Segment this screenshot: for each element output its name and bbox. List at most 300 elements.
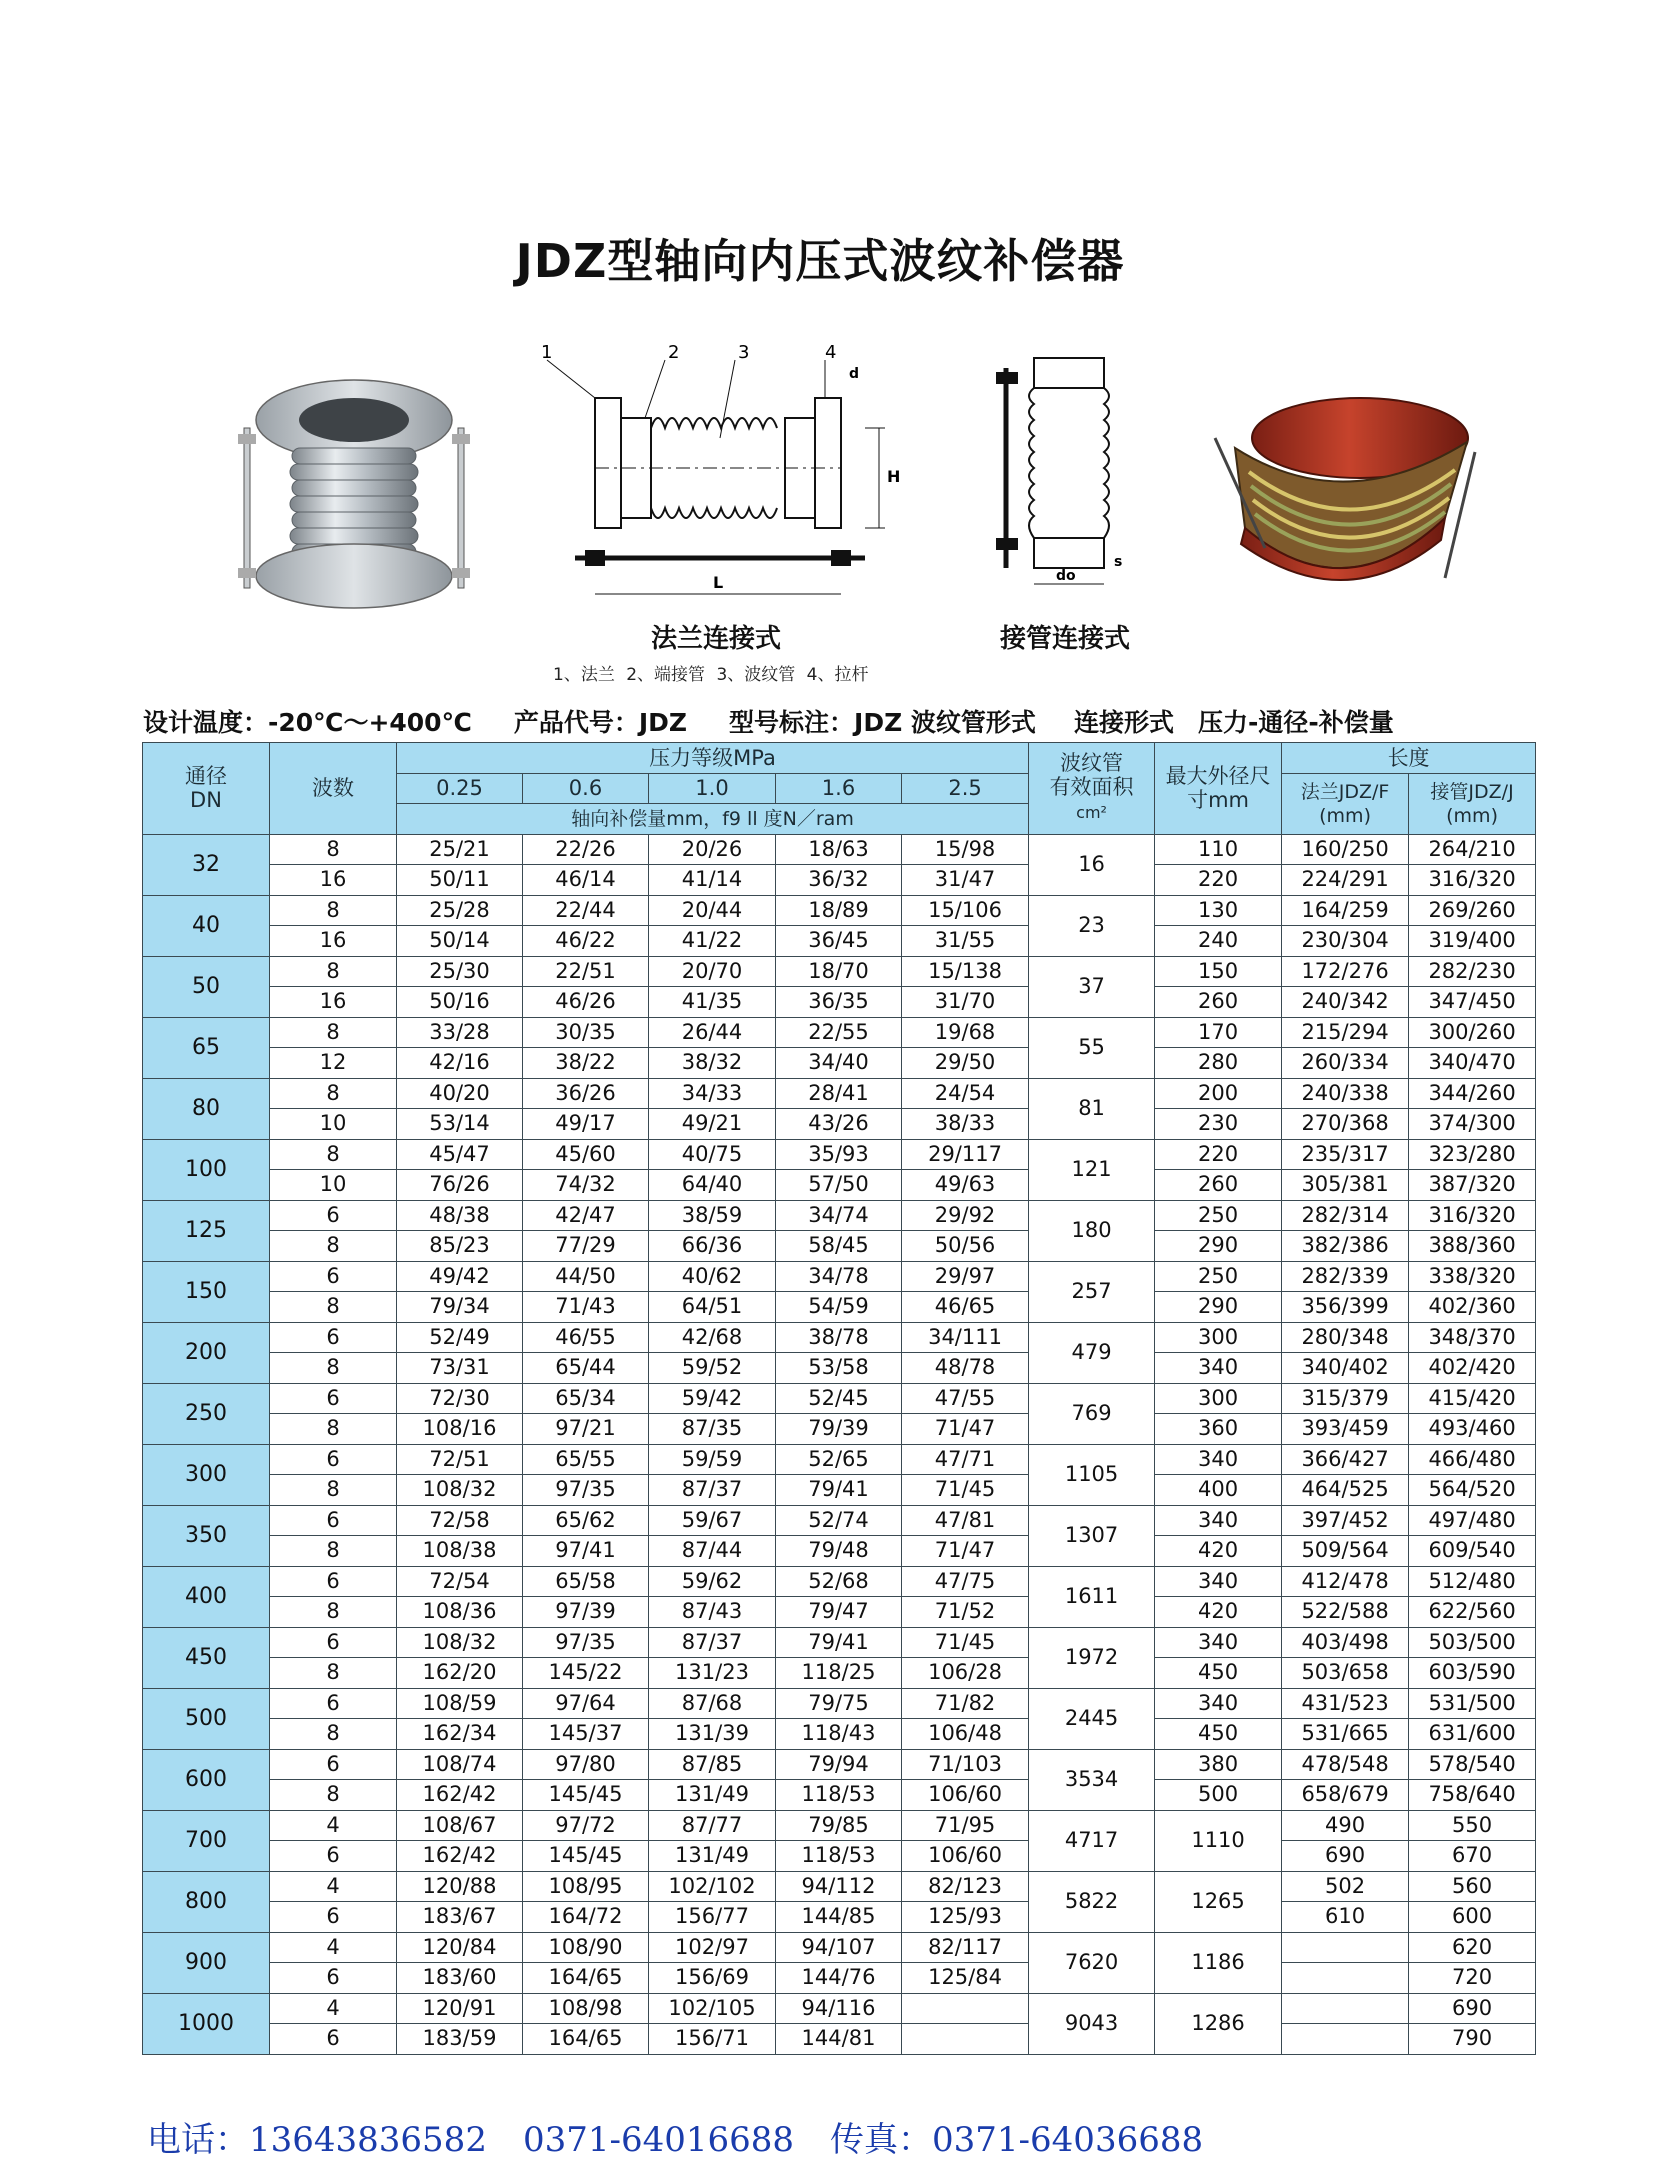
compensation-cell: 43/26 bbox=[776, 1109, 902, 1140]
compensation-cell: 108/38 bbox=[397, 1536, 523, 1567]
flange-length-cell: 403/498 bbox=[1282, 1627, 1409, 1658]
max-od-cell: 220 bbox=[1155, 865, 1282, 896]
page-title: JDZ型轴向内压式波纹补偿器 bbox=[515, 234, 1125, 288]
compensation-cell: 71/43 bbox=[523, 1292, 649, 1323]
part-number-3: 3 bbox=[738, 342, 750, 363]
compensation-cell: 26/44 bbox=[649, 1017, 776, 1048]
dn-cell: 150 bbox=[143, 1261, 270, 1322]
compensation-cell: 44/50 bbox=[523, 1261, 649, 1292]
pipe-length-cell: 348/370 bbox=[1409, 1322, 1536, 1353]
compensation-cell: 79/85 bbox=[776, 1810, 902, 1841]
flange-length-cell: 522/588 bbox=[1282, 1597, 1409, 1628]
wave-count-cell: 10 bbox=[270, 1109, 397, 1140]
pipe-length-cell: 387/320 bbox=[1409, 1170, 1536, 1201]
compensation-cell: 106/60 bbox=[902, 1780, 1029, 1811]
compensation-cell: 20/44 bbox=[649, 895, 776, 926]
header-pressure-class: 压力等级MPa bbox=[397, 743, 1029, 774]
effective-area-cell: 9043 bbox=[1029, 1993, 1155, 2054]
compensation-cell: 108/90 bbox=[523, 1932, 649, 1963]
compensation-cell: 79/41 bbox=[776, 1475, 902, 1506]
flange-length-cell: 531/665 bbox=[1282, 1719, 1409, 1750]
effective-area-cell: 479 bbox=[1029, 1322, 1155, 1383]
pipe-length-cell: 578/540 bbox=[1409, 1749, 1536, 1780]
compensation-cell: 97/39 bbox=[523, 1597, 649, 1628]
table-row bbox=[143, 1444, 1536, 1475]
compensation-cell: 47/71 bbox=[902, 1444, 1029, 1475]
header-pipe-length: 接管JDZ/J (mm) bbox=[1409, 773, 1536, 834]
dn-cell: 700 bbox=[143, 1810, 270, 1871]
max-od-cell: 300 bbox=[1155, 1383, 1282, 1414]
compensation-cell: 47/75 bbox=[902, 1566, 1029, 1597]
compensation-cell: 65/34 bbox=[523, 1383, 649, 1414]
flange-length-cell bbox=[1282, 2024, 1409, 2055]
flange-length-cell: 164/259 bbox=[1282, 895, 1409, 926]
spec-line bbox=[143, 703, 1436, 739]
flange-length-cell: 464/525 bbox=[1282, 1475, 1409, 1506]
compensation-cell: 45/47 bbox=[397, 1139, 523, 1170]
effective-area-cell: 1611 bbox=[1029, 1566, 1155, 1627]
pipe-connection-drawing bbox=[986, 348, 1146, 598]
header-pressure-0-6: 0.6 bbox=[523, 773, 649, 804]
effective-area-cell: 16 bbox=[1029, 834, 1155, 895]
pipe-length-cell: 338/320 bbox=[1409, 1261, 1536, 1292]
max-od-cell: 260 bbox=[1155, 987, 1282, 1018]
pipe-length-cell: 631/600 bbox=[1409, 1719, 1536, 1750]
pipe-length-cell: 415/420 bbox=[1409, 1383, 1536, 1414]
header-max-od: 最大外径尺 寸mm bbox=[1155, 743, 1282, 835]
compensation-cell: 87/37 bbox=[649, 1627, 776, 1658]
dimension-do: do bbox=[1056, 568, 1076, 584]
dn-cell: 32 bbox=[143, 834, 270, 895]
compensation-cell: 72/58 bbox=[397, 1505, 523, 1536]
max-od-cell: 340 bbox=[1155, 1444, 1282, 1475]
max-od-cell: 400 bbox=[1155, 1475, 1282, 1506]
compensation-cell: 65/55 bbox=[523, 1444, 649, 1475]
table-row bbox=[143, 1658, 1536, 1689]
flange-length-cell bbox=[1282, 1963, 1409, 1994]
flange-length-cell: 280/348 bbox=[1282, 1322, 1409, 1353]
compensation-cell: 74/32 bbox=[523, 1170, 649, 1201]
model-marking: 型号标注：JDZ 波纹管形式 bbox=[729, 708, 1036, 737]
flange-length-cell: 431/523 bbox=[1282, 1688, 1409, 1719]
wave-count-cell: 6 bbox=[270, 1627, 397, 1658]
pipe-length-cell: 493/460 bbox=[1409, 1414, 1536, 1445]
compensation-cell: 29/92 bbox=[902, 1200, 1029, 1231]
compensation-cell: 145/45 bbox=[523, 1841, 649, 1872]
dn-cell: 300 bbox=[143, 1444, 270, 1505]
compensation-cell: 34/33 bbox=[649, 1078, 776, 1109]
wave-count-cell: 6 bbox=[270, 1505, 397, 1536]
table-row bbox=[143, 1475, 1536, 1506]
compensation-cell: 144/81 bbox=[776, 2024, 902, 2055]
dn-cell: 1000 bbox=[143, 1993, 270, 2054]
compensation-cell: 53/14 bbox=[397, 1109, 523, 1140]
header-effective-area: 波纹管 有效面积 cm² bbox=[1029, 743, 1155, 835]
compensation-cell: 118/53 bbox=[776, 1780, 902, 1811]
compensation-cell: 144/85 bbox=[776, 1902, 902, 1933]
header-length: 长度 bbox=[1282, 743, 1536, 774]
compensation-cell: 145/37 bbox=[523, 1719, 649, 1750]
compensation-cell: 73/31 bbox=[397, 1353, 523, 1384]
compensation-cell bbox=[902, 1993, 1029, 2024]
pipe-length-cell: 790 bbox=[1409, 2024, 1536, 2055]
wave-count-cell: 8 bbox=[270, 1139, 397, 1170]
compensation-cell: 20/26 bbox=[649, 834, 776, 865]
compensation-cell: 59/52 bbox=[649, 1353, 776, 1384]
compensation-cell: 79/48 bbox=[776, 1536, 902, 1567]
compensation-cell: 59/62 bbox=[649, 1566, 776, 1597]
max-od-cell: 340 bbox=[1155, 1566, 1282, 1597]
compensation-cell: 38/22 bbox=[523, 1048, 649, 1079]
compensation-cell: 25/30 bbox=[397, 956, 523, 987]
pipe-length-cell: 758/640 bbox=[1409, 1780, 1536, 1811]
max-od-cell: 340 bbox=[1155, 1627, 1282, 1658]
max-od-cell: 500 bbox=[1155, 1780, 1282, 1811]
compensation-cell: 41/14 bbox=[649, 865, 776, 896]
max-od-cell: 230 bbox=[1155, 1109, 1282, 1140]
compensation-cell: 120/84 bbox=[397, 1932, 523, 1963]
compensation-cell: 18/70 bbox=[776, 956, 902, 987]
compensation-cell: 82/123 bbox=[902, 1871, 1029, 1902]
compensation-cell: 38/78 bbox=[776, 1322, 902, 1353]
compensation-cell: 118/25 bbox=[776, 1658, 902, 1689]
dn-cell: 40 bbox=[143, 895, 270, 956]
compensation-cell: 36/26 bbox=[523, 1078, 649, 1109]
compensation-cell: 42/47 bbox=[523, 1200, 649, 1231]
table-row bbox=[143, 1231, 1536, 1262]
wave-count-cell: 6 bbox=[270, 1749, 397, 1780]
table-row bbox=[143, 1505, 1536, 1536]
pipe-length-cell: 503/500 bbox=[1409, 1627, 1536, 1658]
flange-length-cell: 397/452 bbox=[1282, 1505, 1409, 1536]
compensation-cell: 22/44 bbox=[523, 895, 649, 926]
effective-area-cell: 4717 bbox=[1029, 1810, 1155, 1871]
effective-area-cell: 1105 bbox=[1029, 1444, 1155, 1505]
compensation-cell: 49/63 bbox=[902, 1170, 1029, 1201]
max-od-cell: 200 bbox=[1155, 1078, 1282, 1109]
compensation-cell: 118/53 bbox=[776, 1841, 902, 1872]
pipe-length-cell: 264/210 bbox=[1409, 834, 1536, 865]
flange-length-cell: 260/334 bbox=[1282, 1048, 1409, 1079]
effective-area-cell: 81 bbox=[1029, 1078, 1155, 1139]
compensation-cell: 31/55 bbox=[902, 926, 1029, 957]
pipe-length-cell: 374/300 bbox=[1409, 1109, 1536, 1140]
compensation-cell: 71/82 bbox=[902, 1688, 1029, 1719]
effective-area-cell: 37 bbox=[1029, 956, 1155, 1017]
flange-length-cell: 503/658 bbox=[1282, 1658, 1409, 1689]
compensation-cell: 106/60 bbox=[902, 1841, 1029, 1872]
pipe-length-cell: 319/400 bbox=[1409, 926, 1536, 957]
dn-cell: 80 bbox=[143, 1078, 270, 1139]
table-row bbox=[143, 1261, 1536, 1292]
wave-count-cell: 4 bbox=[270, 1993, 397, 2024]
flange-length-cell: 412/478 bbox=[1282, 1566, 1409, 1597]
pipe-length-cell: 316/320 bbox=[1409, 1200, 1536, 1231]
pipe-length-cell: 690 bbox=[1409, 1993, 1536, 2024]
max-od-cell: 110 bbox=[1155, 834, 1282, 865]
compensation-cell: 19/68 bbox=[902, 1017, 1029, 1048]
compensation-cell: 125/84 bbox=[902, 1963, 1029, 1994]
compensation-cell: 156/71 bbox=[649, 2024, 776, 2055]
header-pressure-2-5: 2.5 bbox=[902, 773, 1029, 804]
compensation-cell: 79/75 bbox=[776, 1688, 902, 1719]
compensation-cell: 120/91 bbox=[397, 1993, 523, 2024]
compensation-cell: 29/97 bbox=[902, 1261, 1029, 1292]
wave-count-cell: 8 bbox=[270, 895, 397, 926]
dn-cell: 600 bbox=[143, 1749, 270, 1810]
dn-cell: 50 bbox=[143, 956, 270, 1017]
compensation-cell: 108/74 bbox=[397, 1749, 523, 1780]
flange-length-cell: 230/304 bbox=[1282, 926, 1409, 957]
header-pressure-0-25: 0.25 bbox=[397, 773, 523, 804]
table-row bbox=[143, 2024, 1536, 2055]
compensation-cell: 46/55 bbox=[523, 1322, 649, 1353]
max-od-cell: 360 bbox=[1155, 1414, 1282, 1445]
effective-area-cell: 7620 bbox=[1029, 1932, 1155, 1993]
header-axial-compensation: 轴向补偿量mm，f9 ll 度N／ram bbox=[397, 804, 1029, 835]
compensation-cell: 59/67 bbox=[649, 1505, 776, 1536]
wave-count-cell: 8 bbox=[270, 1536, 397, 1567]
wave-count-cell: 12 bbox=[270, 1048, 397, 1079]
compensation-cell: 59/59 bbox=[649, 1444, 776, 1475]
compensation-cell: 72/30 bbox=[397, 1383, 523, 1414]
compensation-cell: 108/98 bbox=[523, 1993, 649, 2024]
compensation-cell: 125/93 bbox=[902, 1902, 1029, 1933]
pipe-length-cell: 720 bbox=[1409, 1963, 1536, 1994]
pipe-length-cell: 300/260 bbox=[1409, 1017, 1536, 1048]
effective-area-cell: 5822 bbox=[1029, 1871, 1155, 1932]
compensation-cell: 64/51 bbox=[649, 1292, 776, 1323]
compensation-cell: 87/77 bbox=[649, 1810, 776, 1841]
table-row bbox=[143, 1749, 1536, 1780]
flange-length-cell bbox=[1282, 1932, 1409, 1963]
effective-area-cell: 23 bbox=[1029, 895, 1155, 956]
table-row bbox=[143, 1963, 1536, 1994]
flange-length-cell: 282/339 bbox=[1282, 1261, 1409, 1292]
flange-length-cell: 393/459 bbox=[1282, 1414, 1409, 1445]
wave-count-cell: 8 bbox=[270, 1658, 397, 1689]
compensation-cell: 47/55 bbox=[902, 1383, 1029, 1414]
compensation-cell: 25/28 bbox=[397, 895, 523, 926]
compensation-cell: 102/105 bbox=[649, 1993, 776, 2024]
compensation-cell: 131/39 bbox=[649, 1719, 776, 1750]
wave-count-cell: 4 bbox=[270, 1871, 397, 1902]
max-od-cell: 250 bbox=[1155, 1200, 1282, 1231]
max-od-cell: 1110 bbox=[1155, 1810, 1282, 1871]
pipe-length-cell: 600 bbox=[1409, 1902, 1536, 1933]
dn-cell: 800 bbox=[143, 1871, 270, 1932]
flange-length-cell: 356/399 bbox=[1282, 1292, 1409, 1323]
compensation-cell: 71/103 bbox=[902, 1749, 1029, 1780]
pipe-length-cell: 347/450 bbox=[1409, 987, 1536, 1018]
flange-length-cell: 340/402 bbox=[1282, 1353, 1409, 1384]
max-od-cell: 290 bbox=[1155, 1292, 1282, 1323]
compensation-cell: 183/59 bbox=[397, 2024, 523, 2055]
table-row bbox=[143, 1017, 1536, 1048]
pipe-length-cell: 622/560 bbox=[1409, 1597, 1536, 1628]
max-od-cell: 220 bbox=[1155, 1139, 1282, 1170]
compensation-cell: 71/52 bbox=[902, 1597, 1029, 1628]
dimension-L: L bbox=[713, 573, 724, 592]
flange-length-cell: 270/368 bbox=[1282, 1109, 1409, 1140]
effective-area-cell: 1307 bbox=[1029, 1505, 1155, 1566]
wave-count-cell: 6 bbox=[270, 1200, 397, 1231]
compensation-cell: 22/26 bbox=[523, 834, 649, 865]
compensation-cell: 162/42 bbox=[397, 1841, 523, 1872]
table-row bbox=[143, 1597, 1536, 1628]
compensation-cell: 97/21 bbox=[523, 1414, 649, 1445]
compensation-cell: 79/34 bbox=[397, 1292, 523, 1323]
compensation-cell: 108/36 bbox=[397, 1597, 523, 1628]
compensation-cell: 145/22 bbox=[523, 1658, 649, 1689]
pressure-dn-compensation: 压力-通径-补偿量 bbox=[1197, 708, 1394, 737]
compensation-cell: 52/65 bbox=[776, 1444, 902, 1475]
compensation-cell: 57/50 bbox=[776, 1170, 902, 1201]
compensation-cell: 131/49 bbox=[649, 1780, 776, 1811]
compensation-cell: 35/93 bbox=[776, 1139, 902, 1170]
flange-length-cell: 382/386 bbox=[1282, 1231, 1409, 1262]
pipe-length-cell: 609/540 bbox=[1409, 1536, 1536, 1567]
max-od-cell: 300 bbox=[1155, 1322, 1282, 1353]
compensation-cell: 77/29 bbox=[523, 1231, 649, 1262]
table-row bbox=[143, 1048, 1536, 1079]
compensation-cell: 49/42 bbox=[397, 1261, 523, 1292]
compensation-cell: 34/78 bbox=[776, 1261, 902, 1292]
compensation-cell: 36/45 bbox=[776, 926, 902, 957]
compensation-cell: 22/51 bbox=[523, 956, 649, 987]
pipe-length-cell: 550 bbox=[1409, 1810, 1536, 1841]
compensation-cell: 71/47 bbox=[902, 1414, 1029, 1445]
compensation-cell: 47/81 bbox=[902, 1505, 1029, 1536]
flange-connection-caption: 法兰连接式 bbox=[651, 624, 782, 654]
compensation-cell: 97/41 bbox=[523, 1536, 649, 1567]
compensation-cell: 38/33 bbox=[902, 1109, 1029, 1140]
compensation-cell: 46/65 bbox=[902, 1292, 1029, 1323]
table-row bbox=[143, 1871, 1536, 1902]
compensation-cell: 108/59 bbox=[397, 1688, 523, 1719]
compensation-cell: 102/102 bbox=[649, 1871, 776, 1902]
compensation-cell: 156/69 bbox=[649, 1963, 776, 1994]
wave-count-cell: 6 bbox=[270, 2024, 397, 2055]
pipe-length-cell: 269/260 bbox=[1409, 895, 1536, 926]
flange-length-cell: 305/381 bbox=[1282, 1170, 1409, 1201]
compensation-cell: 53/58 bbox=[776, 1353, 902, 1384]
contact-footer bbox=[147, 2112, 1239, 2161]
compensation-cell: 164/65 bbox=[523, 1963, 649, 1994]
compensation-cell: 87/68 bbox=[649, 1688, 776, 1719]
compensation-cell: 52/49 bbox=[397, 1322, 523, 1353]
red-bellows-photo bbox=[1205, 368, 1480, 613]
compensation-cell: 72/51 bbox=[397, 1444, 523, 1475]
table-row bbox=[143, 1841, 1536, 1872]
spec-table bbox=[142, 742, 1536, 2055]
compensation-cell: 34/111 bbox=[902, 1322, 1029, 1353]
max-od-cell: 340 bbox=[1155, 1688, 1282, 1719]
compensation-cell: 36/32 bbox=[776, 865, 902, 896]
table-row bbox=[143, 895, 1536, 926]
wave-count-cell: 8 bbox=[270, 1597, 397, 1628]
flange-length-cell: 658/679 bbox=[1282, 1780, 1409, 1811]
fax-number: 传真：0371-64036688 bbox=[830, 2120, 1204, 2160]
table-row bbox=[143, 987, 1536, 1018]
compensation-cell: 183/67 bbox=[397, 1902, 523, 1933]
max-od-cell: 340 bbox=[1155, 1353, 1282, 1384]
flange-length-cell: 478/548 bbox=[1282, 1749, 1409, 1780]
compensation-cell: 29/50 bbox=[902, 1048, 1029, 1079]
max-od-cell: 450 bbox=[1155, 1658, 1282, 1689]
compensation-cell: 45/60 bbox=[523, 1139, 649, 1170]
compensation-cell: 79/39 bbox=[776, 1414, 902, 1445]
compensation-cell: 162/42 bbox=[397, 1780, 523, 1811]
pipe-length-cell: 402/360 bbox=[1409, 1292, 1536, 1323]
wave-count-cell: 4 bbox=[270, 1810, 397, 1841]
compensation-cell: 106/48 bbox=[902, 1719, 1029, 1750]
wave-count-cell: 8 bbox=[270, 1353, 397, 1384]
flange-length-cell: 366/427 bbox=[1282, 1444, 1409, 1475]
parts-legend: 1、法兰 2、端接管 3、波纹管 4、拉杆 bbox=[553, 665, 869, 685]
compensation-cell: 65/62 bbox=[523, 1505, 649, 1536]
table-row bbox=[143, 1383, 1536, 1414]
wave-count-cell: 6 bbox=[270, 1902, 397, 1933]
table-row bbox=[143, 865, 1536, 896]
pipe-length-cell: 402/420 bbox=[1409, 1353, 1536, 1384]
pipe-length-cell: 497/480 bbox=[1409, 1505, 1536, 1536]
wave-count-cell: 8 bbox=[270, 1078, 397, 1109]
max-od-cell: 260 bbox=[1155, 1170, 1282, 1201]
wave-count-cell: 6 bbox=[270, 1688, 397, 1719]
compensation-cell: 42/16 bbox=[397, 1048, 523, 1079]
dn-cell: 250 bbox=[143, 1383, 270, 1444]
compensation-cell: 18/63 bbox=[776, 834, 902, 865]
compensation-cell: 41/35 bbox=[649, 987, 776, 1018]
max-od-cell: 1286 bbox=[1155, 1993, 1282, 2054]
part-number-1: 1 bbox=[541, 342, 553, 363]
table-row bbox=[143, 1902, 1536, 1933]
dn-cell: 65 bbox=[143, 1017, 270, 1078]
compensation-cell: 71/45 bbox=[902, 1627, 1029, 1658]
wave-count-cell: 6 bbox=[270, 1444, 397, 1475]
compensation-cell: 72/54 bbox=[397, 1566, 523, 1597]
flange-bellows-photo bbox=[232, 368, 477, 618]
effective-area-cell: 1972 bbox=[1029, 1627, 1155, 1688]
table-row bbox=[143, 1810, 1536, 1841]
pipe-length-cell: 323/280 bbox=[1409, 1139, 1536, 1170]
pipe-length-cell: 620 bbox=[1409, 1932, 1536, 1963]
table-row bbox=[143, 1566, 1536, 1597]
dn-cell: 125 bbox=[143, 1200, 270, 1261]
compensation-cell: 79/41 bbox=[776, 1627, 902, 1658]
effective-area-cell: 769 bbox=[1029, 1383, 1155, 1444]
compensation-cell: 87/37 bbox=[649, 1475, 776, 1506]
dn-cell: 100 bbox=[143, 1139, 270, 1200]
max-od-cell: 290 bbox=[1155, 1231, 1282, 1262]
compensation-cell: 164/65 bbox=[523, 2024, 649, 2055]
compensation-cell: 59/42 bbox=[649, 1383, 776, 1414]
max-od-cell: 1265 bbox=[1155, 1871, 1282, 1932]
flange-length-cell: 160/250 bbox=[1282, 834, 1409, 865]
compensation-cell: 97/64 bbox=[523, 1688, 649, 1719]
flange-length-cell: 235/317 bbox=[1282, 1139, 1409, 1170]
compensation-cell: 145/45 bbox=[523, 1780, 649, 1811]
flange-length-cell: 240/338 bbox=[1282, 1078, 1409, 1109]
compensation-cell: 65/44 bbox=[523, 1353, 649, 1384]
compensation-cell: 46/26 bbox=[523, 987, 649, 1018]
compensation-cell: 24/54 bbox=[902, 1078, 1029, 1109]
max-od-cell: 450 bbox=[1155, 1719, 1282, 1750]
max-od-cell: 340 bbox=[1155, 1505, 1282, 1536]
compensation-cell: 87/43 bbox=[649, 1597, 776, 1628]
compensation-cell: 52/74 bbox=[776, 1505, 902, 1536]
